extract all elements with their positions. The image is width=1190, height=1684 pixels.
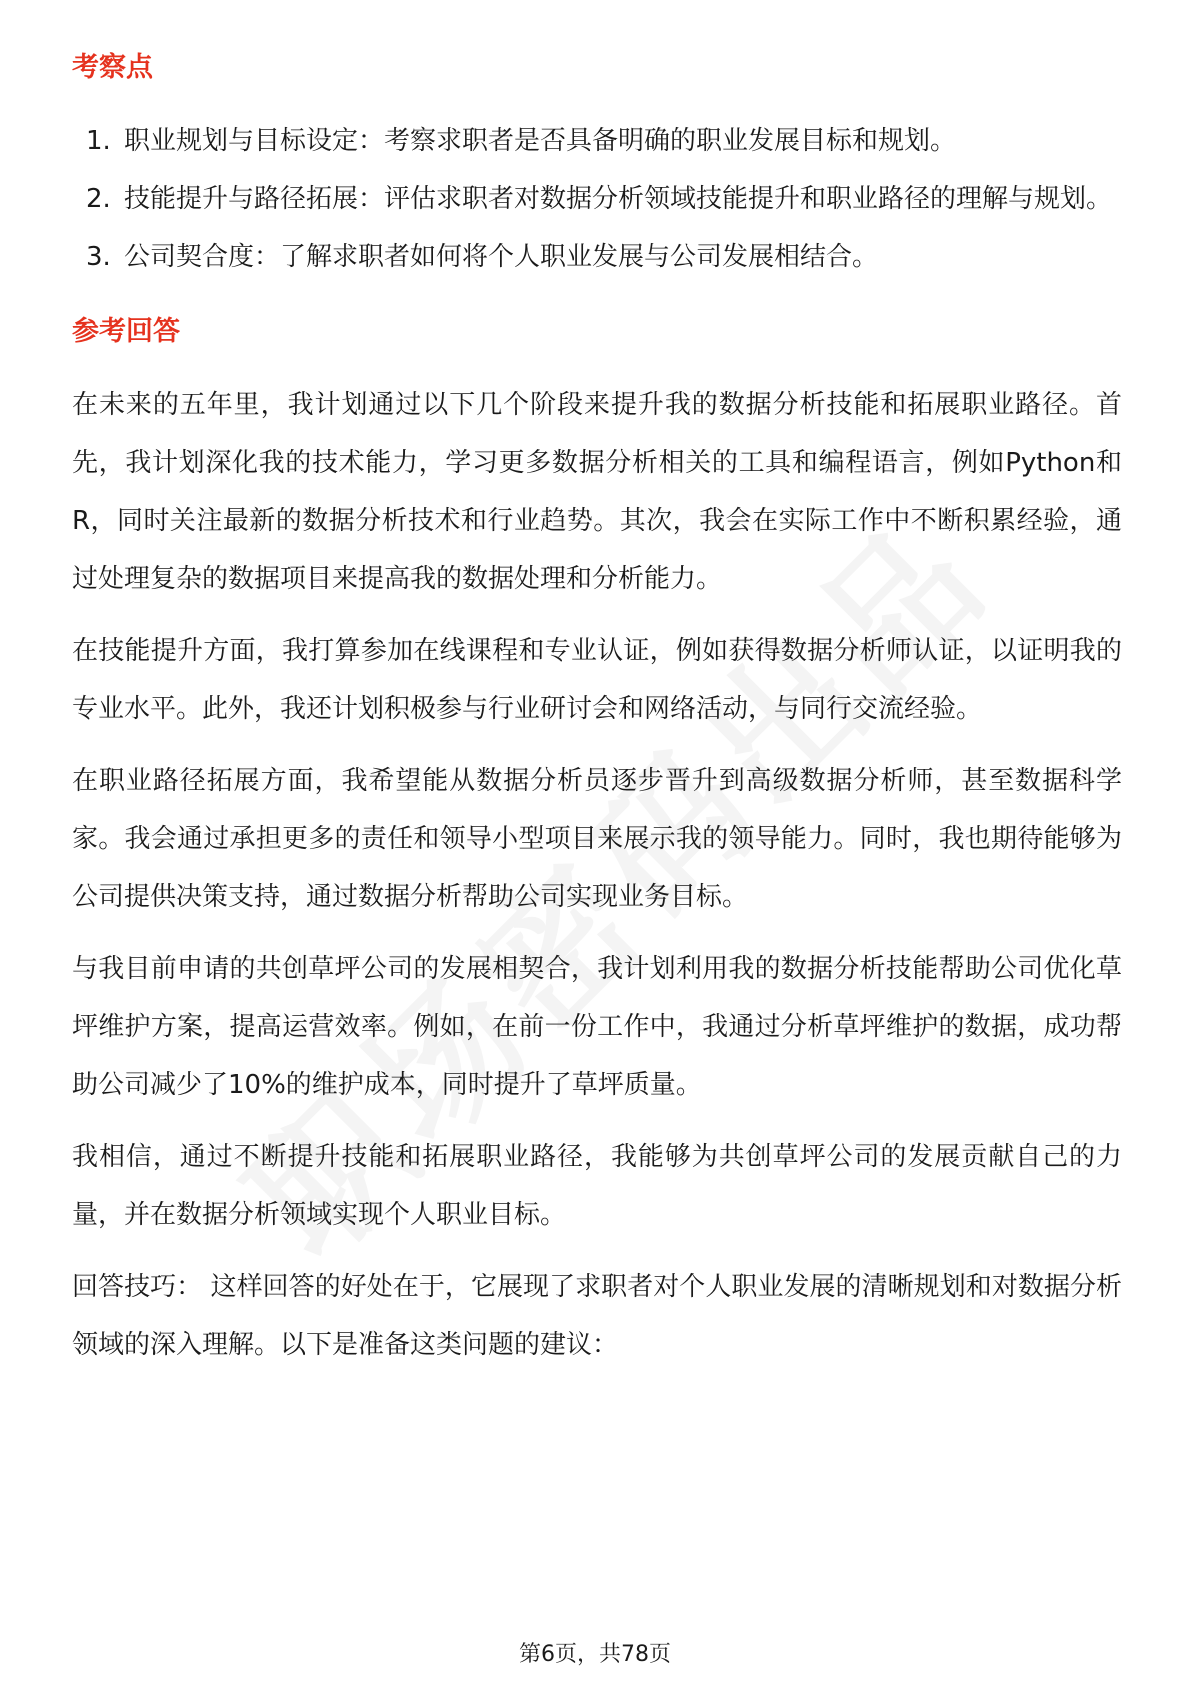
- list-item-text: 公司契合度：了解求职者如何将个人职业发展与公司发展相结合。: [124, 242, 879, 272]
- answer-paragraph: 我相信，通过不断提升技能和拓展职业路径，我能够为共创草坪公司的发展贡献自己的力量，并在数据分析领域实现个人职业目标。: [72, 1142, 1122, 1230]
- document-page: [72, 48, 1122, 1388]
- page-number-footer: 第6页，共78页: [519, 1642, 671, 1667]
- answer-tips-paragraph: 回答技巧： 这样回答的好处在于，它展现了求职者对个人职业发展的清晰规划和对数据分析领域的深入理解。以下是准备这类问题的建议：: [72, 1272, 1122, 1360]
- list-item-number: 2.: [86, 184, 111, 214]
- list-item: [72, 228, 1122, 286]
- list-item-number: 1.: [86, 126, 111, 156]
- points-list: [72, 112, 1122, 286]
- answer-paragraph: 在职业路径拓展方面，我希望能从数据分析员逐步晋升到高级数据分析师，甚至数据科学家。我会通过承担更多的责任和领导小型项目来展示我的领导能力。同时，我也期待能够为公司提供决策支持，通过数据分析帮助公司实现业务目标。: [72, 766, 1122, 912]
- list-item: [72, 112, 1122, 170]
- answer-paragraph: 与我目前申请的共创草坪公司的发展相契合，我计划利用我的数据分析技能帮助公司优化草坪维护方案，提高运营效率。例如，在前一份工作中，我通过分析草坪维护的数据，成功帮助公司减少了10%的维护成本，同时提升了草坪质量。: [72, 954, 1122, 1100]
- list-item-text: 职业规划与目标设定：考察求职者是否具备明确的职业发展目标和规划。: [124, 126, 957, 156]
- points-heading: 考察点: [72, 52, 153, 83]
- list-item-text: 技能提升与路径拓展：评估求职者对数据分析领域技能提升和职业路径的理解与规划。: [124, 184, 1113, 214]
- answer-paragraph: 在未来的五年里，我计划通过以下几个阶段来提升我的数据分析技能和拓展职业路径。首先，我计划深化我的技术能力，学习更多数据分析相关的工具和编程语言，例如Python和R，同时关注最新的数据分析技术和行业趋势。其次，我会在实际工作中不断积累经验，通过处理复杂的数据项目来提高我的数据处理和分析能力。: [72, 390, 1122, 594]
- list-item: [72, 170, 1122, 228]
- answer-heading: 参考回答: [72, 316, 180, 347]
- answer-paragraph: 在技能提升方面，我打算参加在线课程和专业认证，例如获得数据分析师认证，以证明我的专业水平。此外，我还计划积极参与行业研讨会和网络活动，与同行交流经验。: [72, 636, 1122, 724]
- list-item-number: 3.: [86, 242, 111, 272]
